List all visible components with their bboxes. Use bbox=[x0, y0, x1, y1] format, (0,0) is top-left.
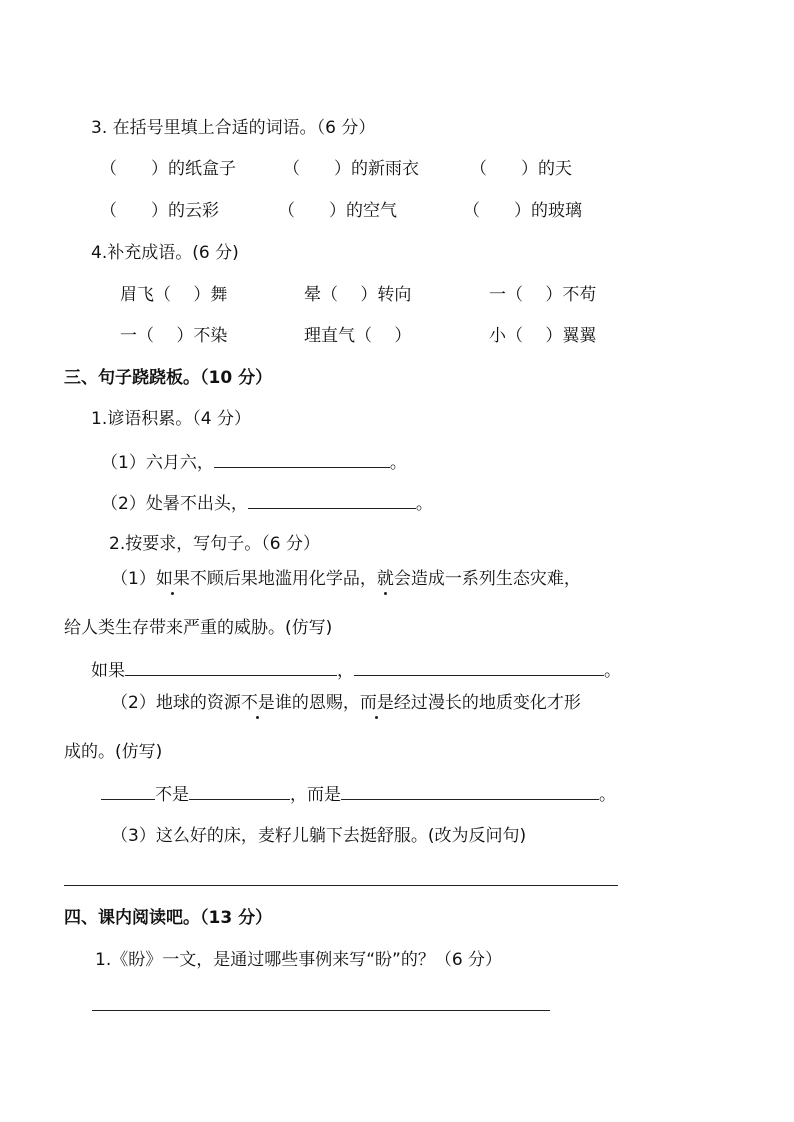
q3-blank-2: （ ）的新雨衣 bbox=[283, 159, 419, 179]
q4-title: 4.补充成语。(6 分) bbox=[91, 243, 239, 263]
s4-q1-answer-line[interactable] bbox=[92, 1010, 550, 1011]
end-period: 。 bbox=[415, 494, 433, 514]
imitation-2-line-c[interactable] bbox=[341, 783, 599, 800]
sentence-1-number: （1） bbox=[111, 569, 156, 589]
s4-q1: 1.《盼》一文，是通过哪些事例来写“盼”的？（6 分） bbox=[95, 950, 503, 970]
q4-idiom-4: 一（ ）不染 bbox=[120, 326, 228, 346]
imitation-2-line-a[interactable] bbox=[101, 783, 155, 800]
keyword-bushi: 不是 bbox=[240, 693, 275, 713]
q3-blank-3: （ ）的天 bbox=[470, 159, 572, 179]
q3-title: 3. 在括号里填上合适的词语。（6 分） bbox=[91, 118, 376, 138]
sentence-2-continued: 成的。(仿写) bbox=[64, 742, 163, 762]
proverb-2 bbox=[101, 492, 433, 515]
sentence-3: （3）这么好的床，麦籽儿躺下去挺舒服。(改为反问句) bbox=[111, 826, 527, 846]
keyword-ershi: 而是 bbox=[359, 693, 394, 713]
proverb-2-answer-line[interactable] bbox=[248, 492, 416, 509]
q3-blank-1: （ ）的纸盒子 bbox=[100, 159, 236, 179]
imitation-2-ershi: ，而是 bbox=[290, 785, 341, 805]
sentence-2-part-b: 谁的恩赐， bbox=[274, 693, 360, 713]
q3-blank-5: （ ）的空气 bbox=[278, 201, 397, 221]
imitation-1-line-a[interactable] bbox=[125, 659, 337, 676]
end-period: 。 bbox=[604, 661, 621, 681]
sentence-2-part-a: （2）地球的资源 bbox=[111, 693, 241, 713]
q3-blank-6: （ ）的玻璃 bbox=[463, 201, 582, 221]
keyword-ruguo: 如果 bbox=[155, 569, 190, 589]
imitation-2-bushi: 不是 bbox=[155, 785, 189, 805]
end-period: 。 bbox=[599, 785, 616, 805]
sentence-1-part-b: 不顾后果地滥用化学品， bbox=[189, 569, 377, 589]
sentence-2 bbox=[111, 692, 581, 714]
sentence-2-part-c: 经过漫长的地质变化才形 bbox=[393, 693, 581, 713]
proverb-1 bbox=[101, 451, 407, 474]
imitation-1-prefix: 如果 bbox=[91, 661, 125, 681]
imitation-1-comma: ， bbox=[337, 661, 354, 681]
q4-idiom-1: 眉飞（ ）舞 bbox=[120, 285, 228, 305]
sentence-1-part-c: 会造成一系列生态灾难， bbox=[393, 569, 581, 589]
imitation-2-line-b[interactable] bbox=[189, 783, 290, 800]
proverb-1-text: （1）六月六， bbox=[101, 453, 214, 473]
sentence-1 bbox=[111, 568, 581, 590]
sentence-1-continued: 给人类生存带来严重的威胁。(仿写) bbox=[64, 618, 333, 638]
imitation-2 bbox=[101, 783, 616, 806]
q4-idiom-3: 一（ ）不苟 bbox=[489, 285, 597, 305]
q4-idiom-6: 小（ ）翼翼 bbox=[489, 326, 597, 346]
keyword-jiu: 就 bbox=[376, 569, 394, 589]
section4-heading: 四、课内阅读吧。（13 分） bbox=[64, 908, 273, 928]
s2-title: 2.按要求，写句子。（6 分） bbox=[109, 534, 320, 554]
s1-title: 1.谚语积累。（4 分） bbox=[91, 409, 251, 429]
imitation-1 bbox=[91, 659, 621, 682]
proverb-1-answer-line[interactable] bbox=[214, 451, 390, 468]
proverb-2-text: （2）处暑不出头， bbox=[101, 494, 248, 514]
q4-idiom-5: 理直气（ ） bbox=[304, 326, 412, 346]
end-period: 。 bbox=[389, 453, 407, 473]
section3-heading: 三、句子跷跷板。（10 分） bbox=[64, 368, 273, 388]
imitation-1-line-b[interactable] bbox=[354, 659, 604, 676]
q4-idiom-2: 晕（ ）转向 bbox=[304, 285, 412, 305]
q3-blank-4: （ ）的云彩 bbox=[100, 201, 219, 221]
sentence-3-answer-line[interactable] bbox=[64, 885, 618, 886]
